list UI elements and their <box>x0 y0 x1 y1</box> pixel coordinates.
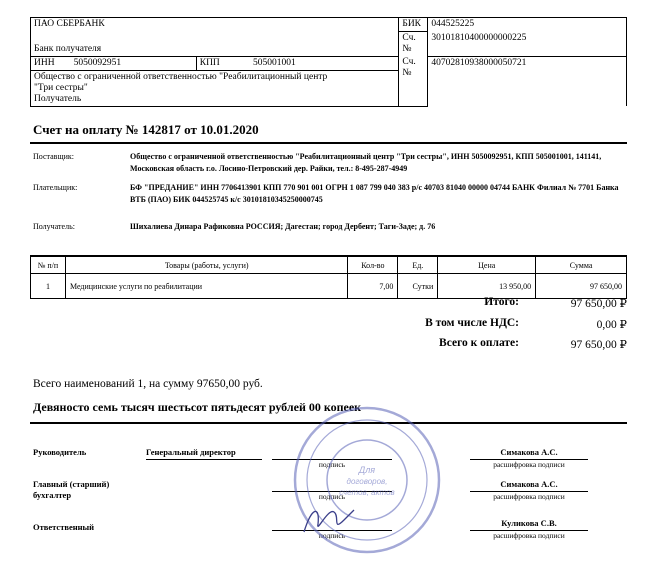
recipient-caption: Получатель <box>34 93 82 104</box>
recipient-bank-caption: Банк получателя <box>31 32 399 57</box>
responsible-sign-caption: подпись <box>318 531 346 540</box>
accountant-decode-caption: расшифровка подписи <box>493 492 565 501</box>
accountant-name: Симакова А.С. <box>500 479 558 489</box>
vat-value: 0,00 ₽ <box>596 319 627 331</box>
accountant-sign-caption: подпись <box>318 492 346 501</box>
director-position: Генеральный директор <box>146 447 236 457</box>
kpp-value: 505001001 <box>253 57 296 68</box>
recipient-name-line2: "Три сестры" <box>34 82 88 93</box>
items-header-row <box>31 256 627 274</box>
stamp-text-line2: договоров, <box>346 477 388 486</box>
cell-quantity: 7,00 <box>348 274 398 299</box>
header-price: Цена <box>438 256 536 274</box>
cell-price: 13 950,00 <box>438 274 536 299</box>
cell-goods: Медицинские услуги по реабилитации <box>65 274 347 299</box>
header-number: № п/п <box>31 256 66 274</box>
bik-value: 044525225 <box>428 18 627 32</box>
responsible-name: Куликова С.В. <box>501 518 557 528</box>
corr-label: Сч. № <box>399 32 428 57</box>
stamp-text-line3: счетов, актов <box>339 488 395 497</box>
signature-stroke <box>304 510 354 532</box>
payer-label: Плательщик: <box>33 183 78 192</box>
director-decode-caption: расшифровка подписи <box>493 460 565 469</box>
director-label: Руководитель <box>33 447 87 457</box>
director-position-line <box>146 459 262 460</box>
header-goods: Товары (работы, услуги) <box>65 256 347 274</box>
due-value: 97 650,00 ₽ <box>570 339 627 351</box>
responsible-label: Ответственный <box>33 522 95 532</box>
account-value: 40702810938000050721 <box>428 56 627 106</box>
items-table <box>30 255 627 299</box>
title-divider <box>30 142 627 144</box>
bank-name: ПАО СБЕРБАНК <box>31 18 399 32</box>
items-count-summary: Всего наименований 1, на сумму 97650,00 руб. <box>33 378 263 390</box>
total-value: 97 650,00 ₽ <box>570 298 627 310</box>
director-name: Симакова А.С. <box>500 447 558 457</box>
cell-number: 1 <box>31 274 66 299</box>
header-unit: Ед. <box>398 256 438 274</box>
inn-value: 5050092951 <box>73 57 122 68</box>
responsible-decode-caption: расшифровка подписи <box>493 531 565 540</box>
corr-value: 30101810400000000225 <box>428 32 627 57</box>
account-label: Сч. № <box>399 56 428 106</box>
supplier-label: Поставщик: <box>33 152 74 161</box>
kpp-cell <box>196 56 399 70</box>
due-label: Всего к оплате: <box>439 337 519 349</box>
kpp-label: КПП <box>199 57 220 68</box>
vat-label: В том числе НДС: <box>425 317 519 329</box>
bik-label: БИК <box>399 18 428 32</box>
accountant-label-line1: Главный (старший) <box>33 479 110 489</box>
payer-value: БФ "ПРЕДАНИЕ" ИНН 7706413901 КПП 770 901 001 ОГРН 1 087 799 040 383 р/с 40703 81040 00000 04744 БАНК Филиал № 7701 Банка ВТБ (ПАО) БИК 044525745 к/с 30101810345250000745 <box>130 183 619 204</box>
supplier-value: Общество с ограниченной ответственностью "Реабилитационный центр "Три сестры", ИНН 5050092951, КПП 505001001, 141141, Московская область г.о. Лосино-Петровский дер. Райки, тел.: 8-495-287-4949 <box>130 152 602 173</box>
cell-sum: 97 650,00 <box>536 274 627 299</box>
recipient-cell <box>31 70 399 106</box>
total-label: Итого: <box>484 296 519 308</box>
header-quantity: Кол-во <box>348 256 398 274</box>
amount-in-words: Девяносто семь тысяч шестьсот пятьдесят рублей 00 копеек <box>33 400 362 414</box>
invoice-title: Счет на оплату № 142817 от 10.01.2020 <box>33 122 259 137</box>
header-sum: Сумма <box>536 256 627 274</box>
accountant-label <box>33 479 109 501</box>
table-row <box>31 274 627 299</box>
accountant-label-line2: бухгалтер <box>33 490 72 500</box>
handwritten-signature <box>298 498 358 538</box>
inn-label: ИНН <box>34 57 55 68</box>
stamp-text-line1: Для <box>358 465 376 475</box>
inn-cell <box>31 56 197 70</box>
bank-details-table <box>30 17 627 107</box>
receiver-label: Получатель: <box>33 222 75 231</box>
director-sign-caption: подпись <box>318 460 346 469</box>
recipient-name-line1: Общество с ограниченной ответственностью "Реабилитационный центр <box>34 71 328 82</box>
cell-unit: Сутки <box>398 274 438 299</box>
receiver-value: Шихалиева Динара Рафиковна РОССИЯ; Дагестан; город Дербент; Таги-Заде; д. 76 <box>130 222 436 231</box>
